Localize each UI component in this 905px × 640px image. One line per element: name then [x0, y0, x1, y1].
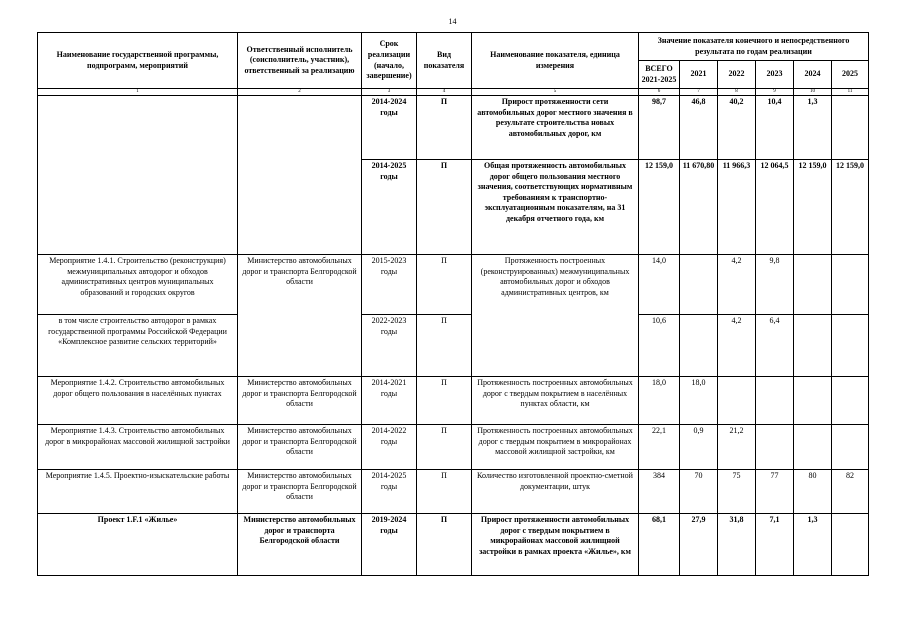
row-term-cell: 2014-2025 годы	[362, 160, 417, 255]
row-name-cell: Мероприятие 1.4.5. Проектно-изыскательские работы	[38, 470, 238, 514]
row-executor-cell: Министерство автомобильных дорог и транспорта Белгородской области	[238, 514, 362, 576]
row-value-cell	[832, 377, 869, 425]
row-value-cell: 80	[794, 470, 832, 514]
column-number: 7	[680, 89, 718, 96]
column-number: 3	[362, 89, 417, 96]
row-value-cell: 40,2	[718, 96, 756, 160]
header-indicator-type: Вид показателя	[417, 33, 472, 89]
row-value-cell: 21,2	[718, 425, 756, 470]
column-numbers-row	[38, 89, 869, 96]
column-number: 9	[756, 89, 794, 96]
row-value-cell	[756, 425, 794, 470]
row-value-cell: 27,9	[680, 514, 718, 576]
row-value-cell	[680, 315, 718, 377]
row-value-cell	[832, 514, 869, 576]
row-total-cell: 18,0	[639, 377, 680, 425]
row-term-cell: 2014-2025 годы	[362, 470, 417, 514]
row-term-cell: 2015-2023 годы	[362, 255, 417, 315]
column-number: 4	[417, 89, 472, 96]
row-value-cell: 82	[832, 470, 869, 514]
row-value-cell	[680, 255, 718, 315]
table-row	[38, 160, 869, 255]
row-total-cell: 10,6	[639, 315, 680, 377]
table-row	[38, 514, 869, 576]
table-row	[38, 377, 869, 425]
column-number: 5	[472, 89, 639, 96]
row-name-cell: Мероприятие 1.4.3. Строительство автомобильных дорог в микрорайонах массовой жилищной застройки	[38, 425, 238, 470]
row-indicator-cell: Прирост протяженности сети автомобильных дорог местного значения в результате строительства новых автомобильных дорог, км	[472, 96, 639, 160]
row-name-cell: Мероприятие 1.4.1. Строительство (реконструкция) межмуниципальных автодорог и обходов административных центров муниципальных образований и городских округов	[38, 255, 238, 315]
row-value-cell: 9,8	[756, 255, 794, 315]
column-number: 8	[718, 89, 756, 96]
row-executor-cell	[238, 96, 362, 160]
row-value-cell: 4,2	[718, 255, 756, 315]
indicators-table	[37, 32, 869, 576]
row-value-cell	[794, 425, 832, 470]
row-total-cell: 14,0	[639, 255, 680, 315]
row-executor-cell: Министерство автомобильных дорог и транспорта Белгородской области	[238, 470, 362, 514]
row-value-cell: 1,3	[794, 514, 832, 576]
table-row	[38, 96, 869, 160]
row-total-cell: 22,1	[639, 425, 680, 470]
row-value-cell: 10,4	[756, 96, 794, 160]
row-value-cell	[832, 315, 869, 377]
row-type-cell: П	[417, 255, 472, 315]
row-total-cell: 98,7	[639, 96, 680, 160]
page-number: 14	[448, 17, 457, 26]
row-term-cell: 2019-2024 годы	[362, 514, 417, 576]
row-value-cell	[832, 425, 869, 470]
row-name-cell: Мероприятие 1.4.2. Строительство автомобильных дорог общего пользования в населённых пунктах	[38, 377, 238, 425]
header-values-group: Значение показателя конечного и непосредственного результата по годам реализации	[639, 33, 869, 61]
row-value-cell	[832, 255, 869, 315]
row-term-cell: 2022-2023 годы	[362, 315, 417, 377]
row-total-cell: 68,1	[639, 514, 680, 576]
row-executor-cell	[238, 160, 362, 255]
row-name-cell: Проект 1.F.1 «Жилье»	[38, 514, 238, 576]
table-row	[38, 425, 869, 470]
row-term-cell: 2014-2024 годы	[362, 96, 417, 160]
row-name-cell	[38, 96, 238, 160]
column-number: 11	[832, 89, 869, 96]
row-value-cell: 12 064,5	[756, 160, 794, 255]
table-row	[38, 470, 869, 514]
header-term: Срок реализации (начало, завершение)	[362, 33, 417, 89]
row-value-cell: 11 966,3	[718, 160, 756, 255]
row-value-cell: 77	[756, 470, 794, 514]
row-value-cell	[794, 255, 832, 315]
header-year: 2025	[832, 61, 869, 89]
row-type-cell: П	[417, 514, 472, 576]
row-value-cell: 11 670,80	[680, 160, 718, 255]
header-row	[38, 33, 869, 61]
row-indicator-cell: Протяженность построенных автомобильных дорог с твердым покрытием в микрорайонах массовой жилищной застройки, км	[472, 425, 639, 470]
row-executor-cell: Министерство автомобильных дорог и транспорта Белгородской области	[238, 377, 362, 425]
row-value-cell	[794, 377, 832, 425]
row-value-cell: 4,2	[718, 315, 756, 377]
row-value-cell: 7,1	[756, 514, 794, 576]
row-value-cell	[718, 377, 756, 425]
row-indicator-cell: Количество изготовленной проектно-сметной документации, штук	[472, 470, 639, 514]
row-value-cell: 18,0	[680, 377, 718, 425]
table-row	[38, 255, 869, 315]
row-value-cell: 31,8	[718, 514, 756, 576]
column-number: 6	[639, 89, 680, 96]
row-total-cell: 384	[639, 470, 680, 514]
row-value-cell: 75	[718, 470, 756, 514]
header-program-name: Наименование государственной программы, подпрограмм, мероприятий	[38, 33, 238, 89]
row-value-cell	[832, 96, 869, 160]
row-type-cell: П	[417, 160, 472, 255]
header-executor: Ответственный исполнитель (соисполнитель, участник), ответственный за реализацию	[238, 33, 362, 89]
row-type-cell: П	[417, 425, 472, 470]
row-value-cell: 1,3	[794, 96, 832, 160]
header-indicator-name: Наименование показателя, единица измерения	[472, 33, 639, 89]
row-value-cell: 46,8	[680, 96, 718, 160]
row-type-cell: П	[417, 470, 472, 514]
row-value-cell	[756, 377, 794, 425]
row-value-cell	[794, 315, 832, 377]
row-term-cell: 2014-2022 годы	[362, 425, 417, 470]
row-type-cell: П	[417, 315, 472, 377]
row-indicator-cell: Протяженность построенных автомобильных дорог с твердым покрытием в населённых пунктах области, км	[472, 377, 639, 425]
row-type-cell: П	[417, 377, 472, 425]
row-executor-cell: Министерство автомобильных дорог и транспорта Белгородской области	[238, 255, 362, 377]
row-indicator-cell: Протяженность построенных (реконструированных) межмуниципальных автомобильных дорог и обходов административных центров, км	[472, 255, 639, 377]
column-number: 2	[238, 89, 362, 96]
row-value-cell: 12 159,0	[832, 160, 869, 255]
row-indicator-cell: Общая протяженность автомобильных дорог общего пользования местного значения, соответствующих нормативным требованиям к транспортно-эксплуатационным показателям, на 31 декабря отчетного года, км	[472, 160, 639, 255]
row-value-cell: 0,9	[680, 425, 718, 470]
header-year: 2023	[756, 61, 794, 89]
row-type-cell: П	[417, 96, 472, 160]
header-year: 2024	[794, 61, 832, 89]
table-row	[38, 315, 869, 377]
row-term-cell: 2014-2021 годы	[362, 377, 417, 425]
row-name-cell: в том числе строительство автодорог в рамках государственной программы Российской Федерации «Комплексное развитие сельских территорий»	[38, 315, 238, 377]
row-indicator-cell: Прирост протяженности автомобильных дорог с твердым покрытием в микрорайонах массовой жилищной застройки в рамках проекта «Жилье», км	[472, 514, 639, 576]
row-executor-cell: Министерство автомобильных дорог и транспорта Белгородской области	[238, 425, 362, 470]
header-year: 2021	[680, 61, 718, 89]
header-total: ВСЕГО 2021-2025	[639, 61, 680, 89]
header-year: 2022	[718, 61, 756, 89]
column-number: 1	[38, 89, 238, 96]
column-number: 10	[794, 89, 832, 96]
row-value-cell: 70	[680, 470, 718, 514]
row-total-cell: 12 159,0	[639, 160, 680, 255]
row-name-cell	[38, 160, 238, 255]
row-value-cell: 12 159,0	[794, 160, 832, 255]
row-value-cell: 6,4	[756, 315, 794, 377]
